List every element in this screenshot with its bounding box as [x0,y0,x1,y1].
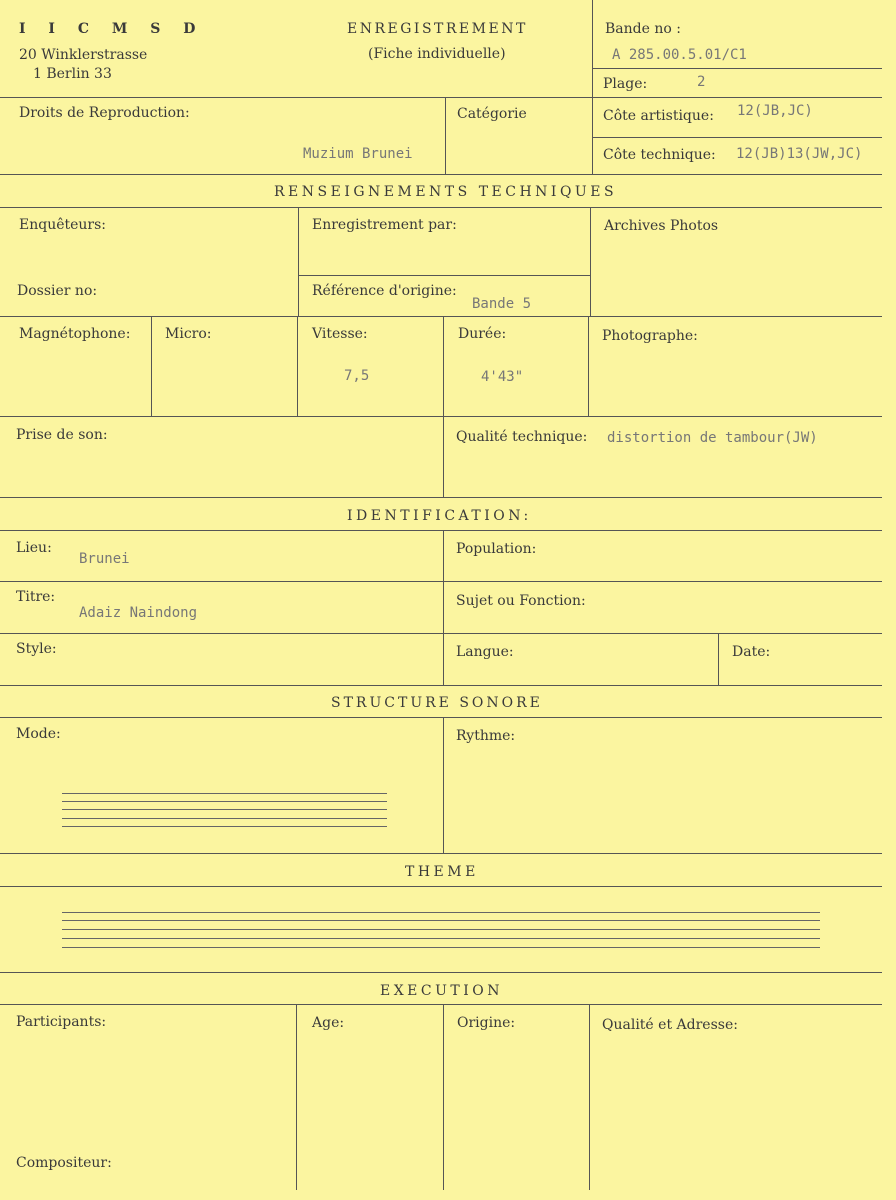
categorie-label: Catégorie [457,106,527,122]
rule-categorie-left [445,97,446,174]
vitesse-value: 7,5 [344,368,370,384]
rule-ident-mid [443,530,444,685]
org-name: I I C M S D [19,21,205,37]
rule-enreg-left [298,207,299,316]
titre-value: Adaiz Naindong [79,605,198,621]
mode-label: Mode: [16,726,61,742]
rule-qualite-left [443,416,444,497]
rule-ident-top [0,497,882,498]
rule-plage-bottom [592,97,882,98]
origine-label: Origine: [457,1015,516,1031]
enqueteurs-label: Enquêteurs: [19,217,107,233]
rule-vitesse-left [297,316,298,416]
cote-artistique-value: 12(JB,JC) [737,103,813,119]
participants-label: Participants: [16,1014,107,1030]
qualite-technique-label: Qualité technique: [456,429,588,445]
section-structure-sonore: STRUCTURE SONORE [331,695,543,711]
rule-row-titre [0,581,882,582]
duree-value: 4'43" [481,369,524,385]
rule-header-bottom [0,97,592,98]
rule-struct-top [0,685,882,686]
section-theme: THEME [405,864,479,880]
rule-archives-left [590,207,591,316]
org-address-line1: 20 Winklerstrasse [19,47,148,63]
org-address-line2: 1 Berlin 33 [33,66,112,82]
population-label: Population: [456,541,537,557]
vitesse-label: Vitesse: [312,326,368,342]
rule-rights-bottom [0,174,882,175]
date-label: Date: [732,644,771,660]
lieu-value: Brunei [79,551,130,567]
rule-theme-title-bottom [0,886,882,887]
rule-exec-top [0,972,882,973]
rule-duree-left [443,316,444,416]
rule-age-left [296,1004,297,1190]
section-renseignements-techniques: RENSEIGNEMENTS TECHNIQUES [274,184,618,200]
droits-value: Muzium Brunei [303,146,413,162]
cote-technique-value: 12(JB)13(JW,JC) [736,146,863,162]
rythme-label: Rythme: [456,728,516,744]
plage-value: 2 [697,74,706,90]
prise-de-son-label: Prise de son: [16,427,108,443]
card-subtitle: (Fiche individuelle) [368,46,506,62]
card-title: ENREGISTREMENT [347,21,528,37]
rule-theme-top [0,853,882,854]
droits-label: Droits de Reproduction: [19,105,190,121]
qualite-adresse-label: Qualité et Adresse: [602,1017,738,1033]
duree-label: Durée: [458,326,507,342]
rule-bande-plage [592,68,882,69]
rule-date-left [718,633,719,685]
reference-value: Bande 5 [472,296,532,312]
rule-struct-title-bottom [0,717,882,718]
rule-cote-split [592,137,882,138]
sujet-fonction-label: Sujet ou Fonction: [456,593,586,609]
bande-label: Bande no : [605,21,681,37]
rule-qualite-adresse-left [589,1004,590,1190]
rule-origine-left [443,1004,444,1190]
lieu-label: Lieu: [16,540,52,556]
photographe-label: Photographe: [602,328,698,344]
qualite-technique-value: distortion de tambour(JW) [607,430,818,446]
plage-label: Plage: [603,76,648,92]
section-execution: EXECUTION [380,983,504,999]
enregistrement-par-label: Enregistrement par: [312,217,457,233]
bande-value: A 285.00.5.01/C1 [612,47,747,63]
rule-photo-left [588,316,589,416]
cote-artistique-label: Côte artistique: [603,108,714,124]
compositeur-label: Compositeur: [16,1155,112,1171]
magnetophone-label: Magnétophone: [19,326,131,342]
micro-label: Micro: [165,326,212,342]
rule-tech-title-bottom [0,207,882,208]
rule-row-style [0,633,882,634]
archives-photos-label: Archives Photos [604,218,719,234]
rule-exec-title-bottom [0,1004,882,1005]
rule-struct-mid [443,717,444,853]
dossier-label: Dossier no: [17,283,98,299]
titre-label: Titre: [16,589,56,605]
age-label: Age: [312,1015,345,1031]
reference-label: Référence d'origine: [312,283,457,299]
rule-header-right [592,0,593,174]
langue-label: Langue: [456,644,514,660]
rule-micro-left [151,316,152,416]
cote-technique-label: Côte technique: [603,147,716,163]
rule-row-magneto [0,316,882,317]
rule-row-prise [0,416,882,417]
rule-ident-title-bottom [0,530,882,531]
rule-enreg-ref [298,275,590,276]
section-identification: IDENTIFICATION: [347,508,532,524]
style-label: Style: [16,641,57,657]
